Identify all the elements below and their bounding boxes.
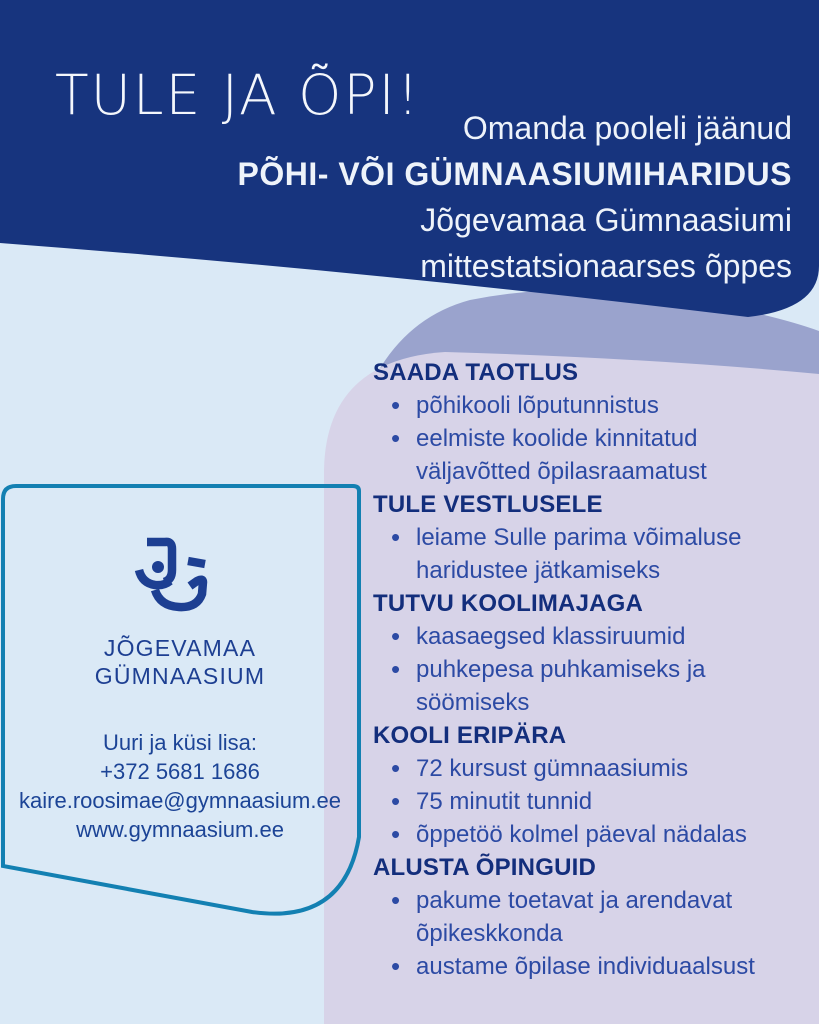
contact-phone: +372 5681 1686 [100,759,260,784]
step-section [373,356,797,488]
poster-headline: TULE JA ÕPI! [55,63,421,127]
school-name-line2: GÜMNAASIUM [94,663,266,689]
bullet-item: • austame õpilase individuaalsust [373,950,797,983]
contact-website: www.gymnaasium.ee [76,817,284,842]
bullet-item: • õppetöö kolmel päeval nädalas [373,818,797,851]
school-name [10,634,350,690]
contact-email: kaire.roosimae@gymnaasium.ee [19,788,341,813]
bullet-item: • puhkepesa puhkamiseks ja söömiseks [373,653,797,719]
bullet-item: • 75 minutit tunnid [373,785,797,818]
section-title: ALUSTA ÕPINGUID [373,854,596,881]
section-list [373,620,797,719]
bullet-item: • 72 kursust gümnaasiumis [373,752,797,785]
intro-line: Omanda pooleli jäänud [462,110,792,146]
steps-panel [373,356,797,983]
section-list [373,884,797,983]
logo-dot [152,561,164,573]
bullet-item: • leiame Sulle parima võimaluse haridustee jätkamiseks [373,521,797,587]
bullet-item: • pakume toetavat ja arendavat õpikeskkonda [373,884,797,950]
school-name-line1: JÕGEVAMAA [103,635,257,661]
intro-line: mittestatsionaarses õppes [420,248,792,284]
section-title: TULE VESTLUSELE [373,491,603,518]
step-section [373,719,797,851]
section-list [373,389,797,488]
step-section [373,587,797,719]
step-section [373,851,797,983]
contact-block [10,728,350,844]
section-title: KOOLI ERIPÄRA [373,722,567,749]
jg-monogram-icon [131,526,231,626]
bullet-item: • kaasaegsed klassiruumid [373,620,797,653]
section-title: TUTVU KOOLIMAJAGA [373,590,644,617]
section-list [373,752,797,851]
bullet-item: • põhikooli lõputunnistus [373,389,797,422]
contact-heading: Uuri ja küsi lisa: [102,730,258,755]
section-list [373,521,797,587]
logo-dash-stroke [188,561,205,564]
intro-line-emphasis: PÕHI- VÕI GÜMNAASIUMIHARIDUS [237,156,792,192]
intro-line: Jõgevamaa Gümnaasiumi [420,202,792,238]
intro-block [192,105,792,289]
section-title: SAADA TAOTLUS [373,359,579,386]
step-section [373,488,797,587]
bullet-item: • eelmiste koolide kinnitatud väljavõtted õpilasraamatust [373,422,797,488]
